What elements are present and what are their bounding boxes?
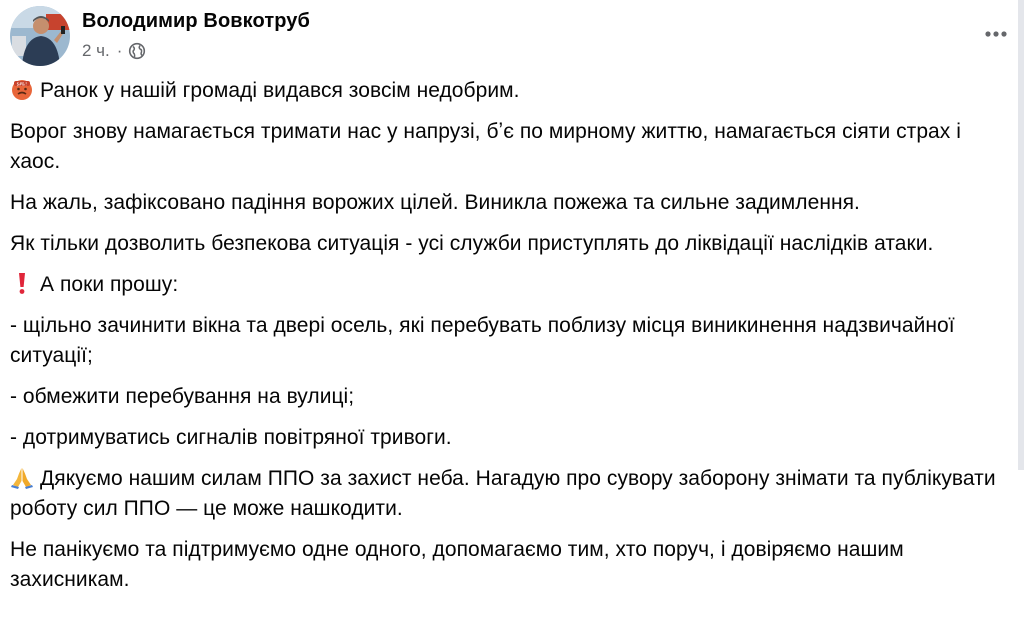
post-meta [82, 8, 310, 61]
post-paragraph [10, 229, 1014, 259]
paragraph-text: Як тільки дозволить безпекова ситуація - усі служби приступлять до ліквідації наслідків атаки. [10, 232, 934, 255]
post-paragraph [10, 270, 1014, 300]
post-paragraph [10, 117, 1014, 177]
paragraph-text: - обмежити перебування на вулиці; [10, 385, 355, 408]
post-body [10, 76, 1014, 606]
paragraph-text: Не панікуємо та підтримуємо одне одного, допомагаємо тим, хто поруч, і довіряємо нашим захисникам. [10, 538, 904, 591]
more-options-icon[interactable] [982, 20, 1010, 48]
paragraph-text: Ворог знову намагається тримати нас у напрузі, бʼє по мирному життю, намагається сіяти страх і хаос. [10, 120, 961, 173]
scrollbar[interactable] [1018, 0, 1024, 470]
post-paragraph [10, 382, 1014, 412]
paragraph-text: Ранок у нашій громаді видався зовсім недобрим. [40, 79, 520, 102]
paragraph-text: - дотримуватись сигналів повітряної тривоги. [10, 426, 452, 449]
paragraph-text: Дякуємо нашим силам ППО за захист неба. Нагадую про сувору заборону знімати та публікувати роботу сил ППО — це може нашкодити. [10, 467, 996, 520]
exclamation-emoji-icon [10, 271, 34, 295]
folded-hands-emoji-icon [10, 465, 34, 489]
paragraph-text: На жаль, зафіксовано падіння ворожих цілей. Виникла пожежа та сильне задимлення. [10, 191, 860, 214]
svg-text:$#&!: $#&! [16, 82, 28, 88]
paragraph-text: - щільно зачинити вікна та двері осель, які перебувать поблизу місця виникинення надзвичайної ситуації; [10, 314, 955, 367]
post-paragraph [10, 76, 1014, 106]
author-name[interactable]: Володимир Вовкотруб [82, 10, 310, 32]
paragraph-text: А поки прошу: [40, 273, 179, 296]
post-paragraph [10, 423, 1014, 453]
post-header [10, 6, 310, 68]
meta-separator: · [116, 41, 123, 60]
post-paragraph [10, 535, 1014, 595]
post-paragraph [10, 464, 1014, 524]
author-avatar[interactable] [10, 6, 70, 66]
post-subline [82, 41, 310, 61]
post-paragraph [10, 311, 1014, 371]
angry-face-emoji-icon [10, 77, 34, 101]
post-paragraph [10, 188, 1014, 218]
globe-icon [128, 42, 146, 60]
post-timestamp[interactable]: 2 ч. [82, 41, 110, 60]
